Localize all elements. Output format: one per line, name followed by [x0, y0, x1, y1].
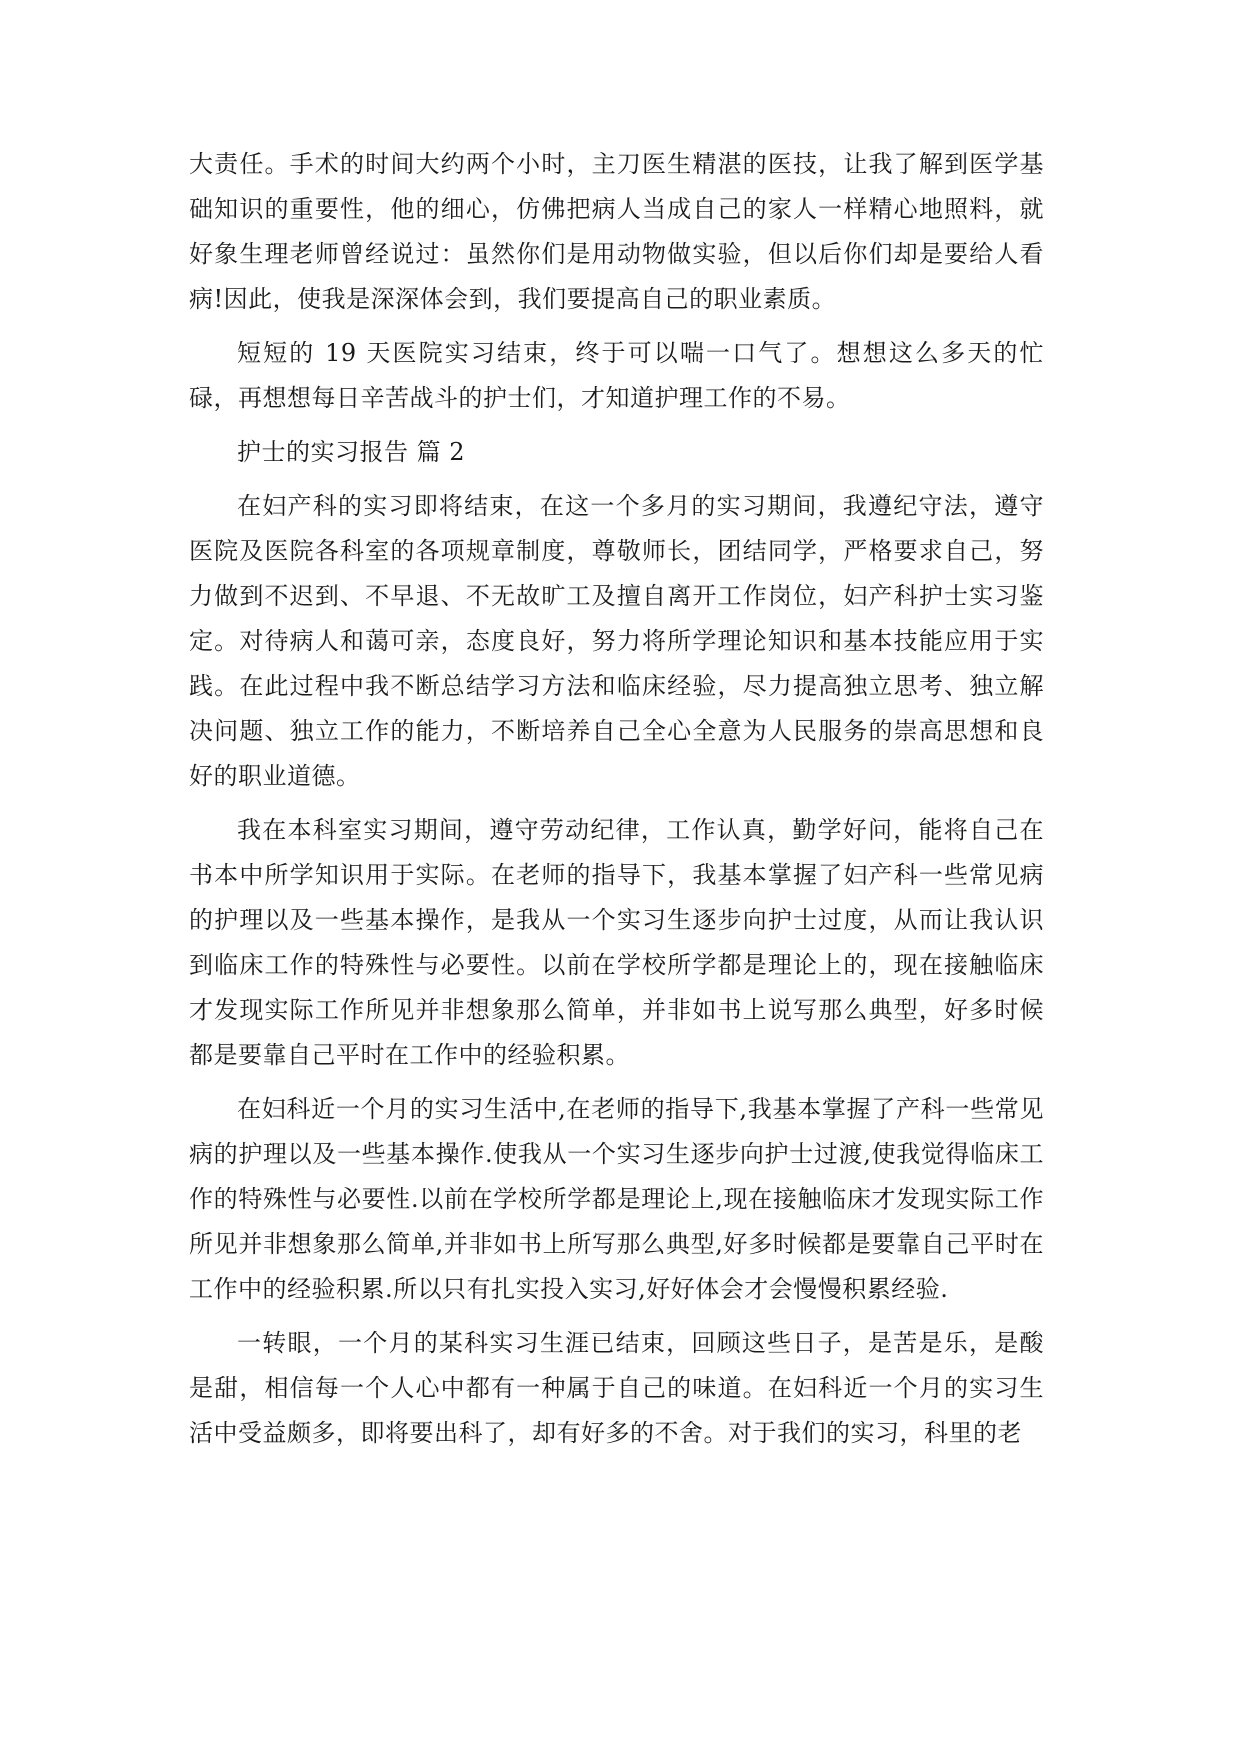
document-body [189, 142, 1044, 1465]
paragraph-2: 短短的 19 天医院实习结束，终于可以喘一口气了。想想这么多天的忙碌，再想想每日辛苦战斗的护士们，才知道护理工作的不易。 [189, 339, 1044, 412]
paragraph-1: 大责任。手术的时间大约两个小时，主刀医生精湛的医技，让我了解到医学基础知识的重要性，他的细心，仿佛把病人当成自己的家人一样精心地照料，就好象生理老师曾经说过：虽然你们是用动物做实验，但以后你们却是要给人看病!因此，使我是深深体会到，我们要提高自己的职业素质。 [189, 150, 1044, 313]
section-paragraph-3: 在妇科近一个月的实习生活中,在老师的指导下,我基本掌握了产科一些常见病的护理以及一些基本操作.使我从一个实习生逐步向护士过渡,使我觉得临床工作的特殊性与必要性.以前在学校所学都是理论上,现在接触临床才发现实际工作所见并非想象那么简单,并非如书上所写那么典型,好多时候都是要靠自己平时在工作中的经验积累.所以只有扎实投入实习,好好体会才会慢慢积累经验. [189, 1095, 1044, 1303]
section-heading: 护士的实习报告 篇 2 [237, 438, 466, 466]
section-paragraph-4: 一转眼，一个月的某科实习生涯已结束，回顾这些日子，是苦是乐，是酸是甜，相信每一个人心中都有一种属于自己的味道。在妇科近一个月的实习生活中受益颇多，即将要出科了，却有好多的不舍。对于我们的实习，科里的老 [189, 1329, 1044, 1447]
section-paragraph-1: 在妇产科的实习即将结束，在这一个多月的实习期间，我遵纪守法，遵守医院及医院各科室的各项规章制度，尊敬师长，团结同学，严格要求自己，努力做到不迟到、不早退、不无故旷工及擅自离开工作岗位，妇产科护士实习鉴定。对待病人和蔼可亲，态度良好，努力将所学理论知识和基本技能应用于实践。在此过程中我不断总结学习方法和临床经验，尽力提高独立思考、独立解决问题、独立工作的能力，不断培养自己全心全意为人民服务的崇高思想和良好的职业道德。 [189, 492, 1044, 790]
section-paragraph-2: 我在本科室实习期间，遵守劳动纪律，工作认真，勤学好问，能将自己在书本中所学知识用于实际。在老师的指导下，我基本掌握了妇产科一些常见病的护理以及一些基本操作，是我从一个实习生逐步向护士过度，从而让我认识到临床工作的特殊性与必要性。以前在学校所学都是理论上的，现在接触临床才发现实际工作所见并非想象那么简单，并非如书上说写那么典型，好多时候都是要靠自己平时在工作中的经验积累。 [189, 816, 1044, 1069]
